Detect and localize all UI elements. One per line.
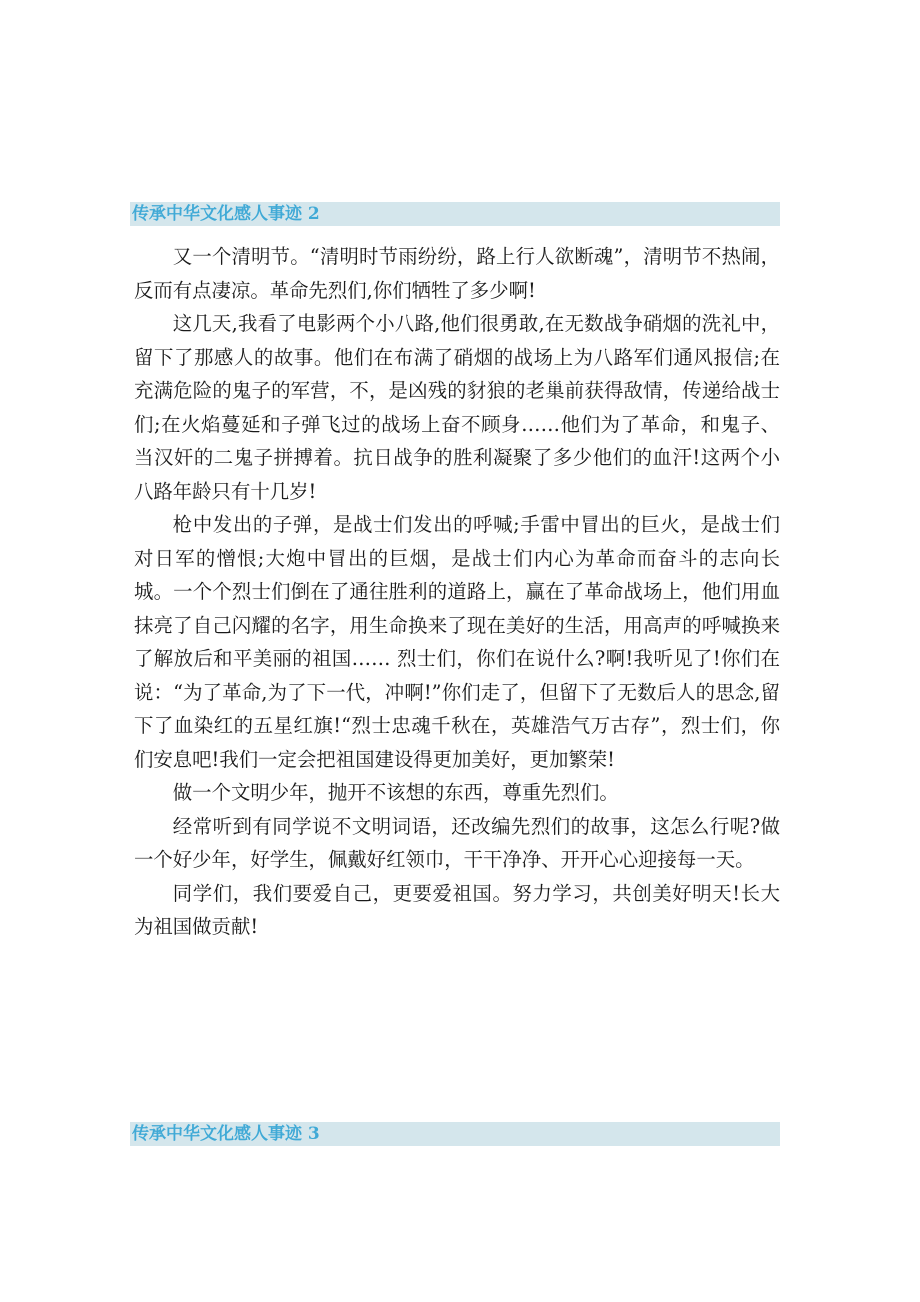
paragraph-3: 枪中发出的子弹，是战士们发出的呼喊;手雷中冒出的巨火，是战士们对日军的憎恨;大炮中冒出的巨烟，是战士们内心为革命而奋斗的志向长城。一个个烈士们倒在了通往胜利的道路上，赢在了革命战场上，他们用血抹亮了自己闪耀的名字，用生命换来了现在美好的生活，用高声的呼喊换来了解放后和平美丽的祖国…… 烈士们，你们在说什么?啊!我听见了!你们在说：“为了革命,为了下一代，冲啊!”你们走了，但留下了无数后人的思念,留下了血染红的五星红旗!“烈士忠魂千秋在，英雄浩气万古存”，烈士们，你们安息吧!我们一定会把祖国建设得更加美好，更加繁荣! [134, 513, 780, 771]
section-heading-2: 传承中华文化感人事迹 2 [130, 202, 780, 226]
section-heading-3: 传承中华文化感人事迹 3 [130, 1122, 780, 1146]
paragraph-6: 同学们，我们要爱自己，更要爱祖国。努力学习，共创美好明天!长大为祖国做贡献! [134, 881, 780, 938]
paragraph-5: 经常听到有同学说不文明词语，还改编先烈们的故事，这怎么行呢?做一个好少年，好学生，佩戴好红领巾，干干净净、开开心心迎接每一天。 [134, 814, 780, 871]
paragraph-4: 做一个文明少年，抛开不该想的东西，尊重先烈们。 [172, 781, 619, 804]
article-body [134, 240, 780, 944]
paragraph-2: 这几天,我看了电影两个小八路,他们很勇敢,在无数战争硝烟的洗礼中，留下了那感人的故事。他们在布满了硝烟的战场上为八路军们通风报信;在充满危险的鬼子的军营，不，是凶残的豺狼的老巢前获得敌情，传递给战士们;在火焰蔓延和子弹飞过的战场上奋不顾身……他们为了革命，和鬼子、当汉奸的二鬼子拼搏着。抗日战争的胜利凝聚了多少他们的血汗!这两个小八路年龄只有十几岁! [134, 312, 780, 503]
paragraph-1: 又一个清明节。“清明时节雨纷纷，路上行人欲断魂”，清明节不热闹，反而有点凄凉。革命先烈们,你们牺牲了多少啊! [134, 245, 780, 302]
